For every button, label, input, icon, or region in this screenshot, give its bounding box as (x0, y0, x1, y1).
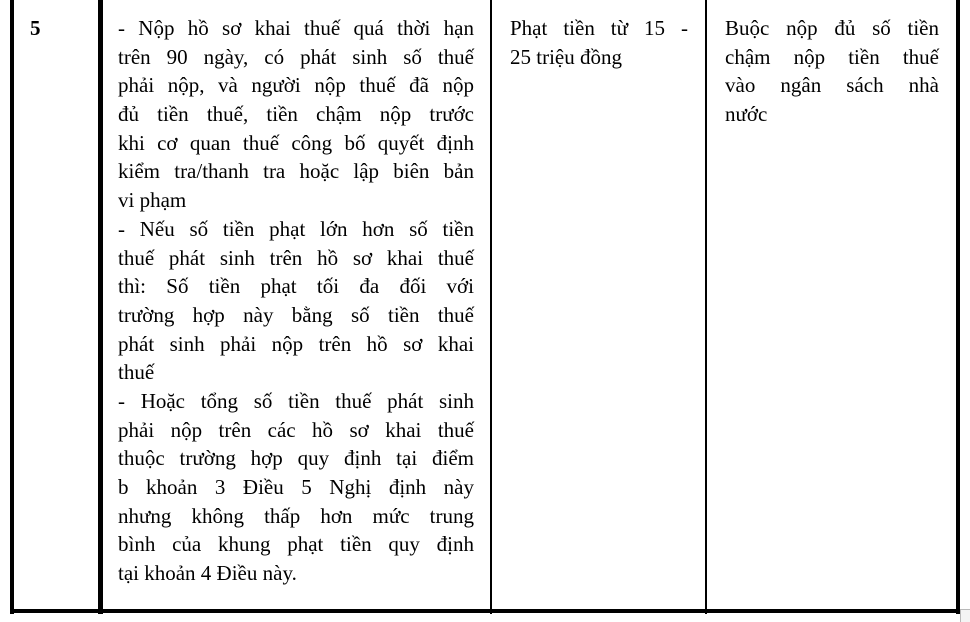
penalty-cell (510, 14, 688, 71)
violation-cell (118, 14, 474, 588)
text-line: - Nộp hồ sơ khai thuế quá thời hạn (118, 16, 474, 40)
text-line: thì: Số tiền phạt tối đa đối với (118, 274, 474, 299)
column-divider-3 (705, 0, 707, 614)
text-line: bình của khung phạt tiền quy định (118, 532, 474, 557)
text-line: kiểm tra/thanh tra hoặc lập biên bản (118, 159, 474, 184)
text-line: vào ngân sách nhà (725, 73, 939, 98)
text-line: Phạt tiền từ 15 - (510, 16, 688, 40)
remedy-cell (725, 14, 939, 129)
text-line: nhưng không thấp hơn mức trung (118, 503, 474, 528)
text-line: phát sinh phải nộp trên hồ sơ khai (118, 331, 474, 356)
column-divider-2 (490, 0, 492, 614)
table-border-bottom (10, 609, 960, 613)
row-number: 5 (30, 16, 41, 40)
text-line: đủ tiền thuế, tiền chậm nộp trước (118, 102, 474, 127)
text-line: nước (725, 102, 768, 127)
text-line: khi cơ quan thuế công bố quyết định (118, 130, 474, 155)
text-line: thuế (118, 360, 155, 385)
text-line: tại khoản 4 Điều này. (118, 561, 297, 586)
resize-handle-icon (960, 609, 970, 622)
text-line: vi phạm (118, 188, 187, 213)
text-line: trên 90 ngày, có phát sinh số thuế (118, 44, 474, 69)
table-border-left (10, 0, 14, 614)
text-line: - Nếu số tiền phạt lớn hơn số tiền (118, 216, 474, 241)
text-line: thuế phát sinh trên hồ sơ khai thuế (118, 245, 474, 270)
text-line: phải nộp trên các hồ sơ khai thuế (118, 417, 474, 442)
table-border-right (956, 0, 960, 614)
text-line: thuộc trường hợp quy định tại điểm (118, 446, 474, 471)
text-line: b khoản 3 Điều 5 Nghị định này (118, 475, 474, 499)
text-line: phải nộp, và người nộp thuế đã nộp (118, 73, 474, 98)
column-divider-1 (98, 0, 103, 614)
text-line: Buộc nộp đủ số tiền (725, 16, 939, 40)
text-line: trường hợp này bằng số tiền thuế (118, 302, 474, 327)
text-line: - Hoặc tổng số tiền thuế phát sinh (118, 388, 474, 413)
text-line: 25 triệu đồng (510, 44, 622, 69)
text-line: chậm nộp tiền thuế (725, 44, 939, 69)
